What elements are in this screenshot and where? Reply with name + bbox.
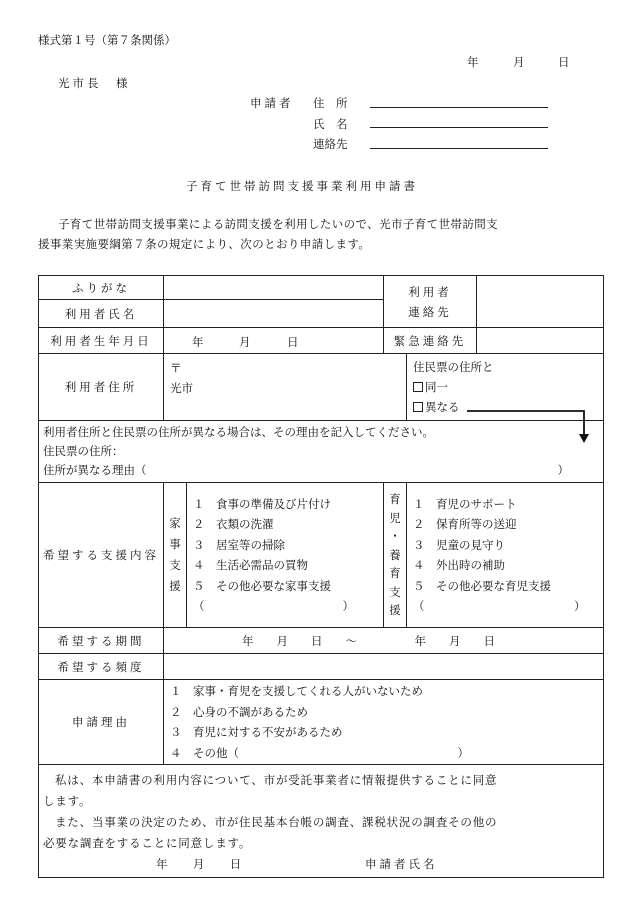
reason-option-2[interactable]: ２ 心身の不調があるため <box>170 704 308 719</box>
birth-month: 月 <box>239 334 251 349</box>
childcare-char-5: 育 <box>389 566 401 581</box>
housework-option-5[interactable]: ５ その他必要な家事支援 <box>193 578 331 593</box>
residence-same-label: 同一 <box>425 380 448 394</box>
addressee: 光市長 様 <box>58 76 131 90</box>
city-prefix: 光市 <box>170 381 193 395</box>
date-day: 日 <box>558 55 570 69</box>
reason-option-4[interactable]: ４ その他（ ） <box>170 745 469 760</box>
childcare-option-3[interactable]: ３ 児童の見守り <box>413 537 505 552</box>
housework-option-3[interactable]: ３ 居室等の掃除 <box>193 537 285 552</box>
childcare-char-2: 児 <box>389 510 401 525</box>
housework-char-1: 家 <box>169 516 181 530</box>
consent-1-line-1: 私は、本申請書の利用内容について、市が受託事業者に情報提供することに同意 <box>55 773 498 787</box>
address-diff-note: 利用者住所と住民票の住所が異なる場合は、その理由を記入してください。 <box>43 425 434 439</box>
period-label: 希望する期間 <box>39 628 164 654</box>
consent-2-line-1: また、当事業の決定のため、市が住民基本台帳の調査、課税状況の調査その他の <box>55 815 498 829</box>
residence-title: 住民票の住所と <box>413 360 494 374</box>
diff-reason-label: 住所が異なる理由（ <box>43 463 147 477</box>
date-year: 年 <box>467 55 479 69</box>
user-address-label: 利用者住所 <box>39 354 164 421</box>
housework-char-3: 支 <box>169 558 181 572</box>
reason-option-1[interactable]: １ 家事・育児を支援してくれる人がいないため <box>170 684 423 698</box>
applicant-label: 申請者 <box>250 96 294 110</box>
emergency-contact-label: 緊急連絡先 <box>384 328 477 353</box>
sign-date: 年 月 日 <box>156 857 243 871</box>
birthdate-label: 利用者生年月日 <box>39 328 164 354</box>
childcare-char-7: 援 <box>389 603 401 618</box>
childcare-other-field[interactable]: （ ） <box>413 599 586 613</box>
childcare-option-1[interactable]: １ 育児のサポート <box>413 496 517 511</box>
childcare-char-4: 養 <box>389 547 401 562</box>
user-name-label: 利用者氏名 <box>39 300 164 328</box>
sign-name-label: 申請者氏名 <box>365 857 438 871</box>
childcare-option-5[interactable]: ５ その他必要な育児支援 <box>413 578 551 593</box>
intro-line-2: 援事業実施要綱第７条の規定により、次のとおり申請します。 <box>38 237 371 251</box>
residence-diff-label: 異なる <box>425 400 460 414</box>
date-month: 月 <box>513 55 525 69</box>
form-number: 様式第１号（第７条関係） <box>38 33 176 47</box>
frequency-label: 希望する頻度 <box>39 654 164 680</box>
applicant-contact-label: 連絡先 <box>313 137 348 151</box>
childcare-option-4[interactable]: ４ 外出時の補助 <box>413 558 505 572</box>
childcare-char-6: 支 <box>389 584 401 599</box>
intro-line-1: 子育て世帯訪問支援事業による訪問支援を利用したいので、光市子育て世帯訪問支 <box>58 217 499 231</box>
childcare-char-3: ・ <box>389 529 401 544</box>
housework-char-4: 援 <box>169 579 181 593</box>
applicant-address-label: 住 所 <box>313 96 348 110</box>
applicant-name-label: 氏 名 <box>313 117 348 131</box>
support-content-label: 希望する支援内容 <box>39 483 164 628</box>
birth-year: 年 <box>192 334 204 349</box>
housework-other-field[interactable]: （ ） <box>193 599 354 613</box>
birth-day: 日 <box>287 334 299 349</box>
childcare-option-2[interactable]: ２ 保育所等の送迎 <box>413 517 517 531</box>
housework-option-2[interactable]: ２ 衣類の洗濯 <box>193 517 274 531</box>
housework-char-2: 事 <box>169 537 181 551</box>
user-contact-label-1: 利用者 <box>408 284 452 299</box>
diff-reason-close: ） <box>557 463 569 477</box>
period-value: 年 月 日 ～ 年 月 日 <box>242 633 495 648</box>
consent-1-line-2: します。 <box>43 794 92 808</box>
document-title: 子育て世帯訪問支援事業利用申請書 <box>186 179 418 193</box>
resident-address-label: 住民票の住所： <box>43 444 124 458</box>
childcare-char-1: 育 <box>389 492 401 507</box>
housework-option-4[interactable]: ４ 生活必需品の買物 <box>193 558 308 572</box>
reason-option-3[interactable]: ３ 育児に対する不安があるため <box>170 725 343 739</box>
user-contact-label-2: 連絡先 <box>408 304 452 319</box>
postal-mark: 〒 <box>170 361 182 375</box>
consent-2-line-2: 必要な調査をすることに同意します。 <box>43 836 252 850</box>
housework-option-1[interactable]: １ 食事の準備及び片付け <box>193 496 331 511</box>
furigana-label: ふりがな <box>39 276 164 300</box>
application-reason-label: 申請理由 <box>39 680 164 765</box>
